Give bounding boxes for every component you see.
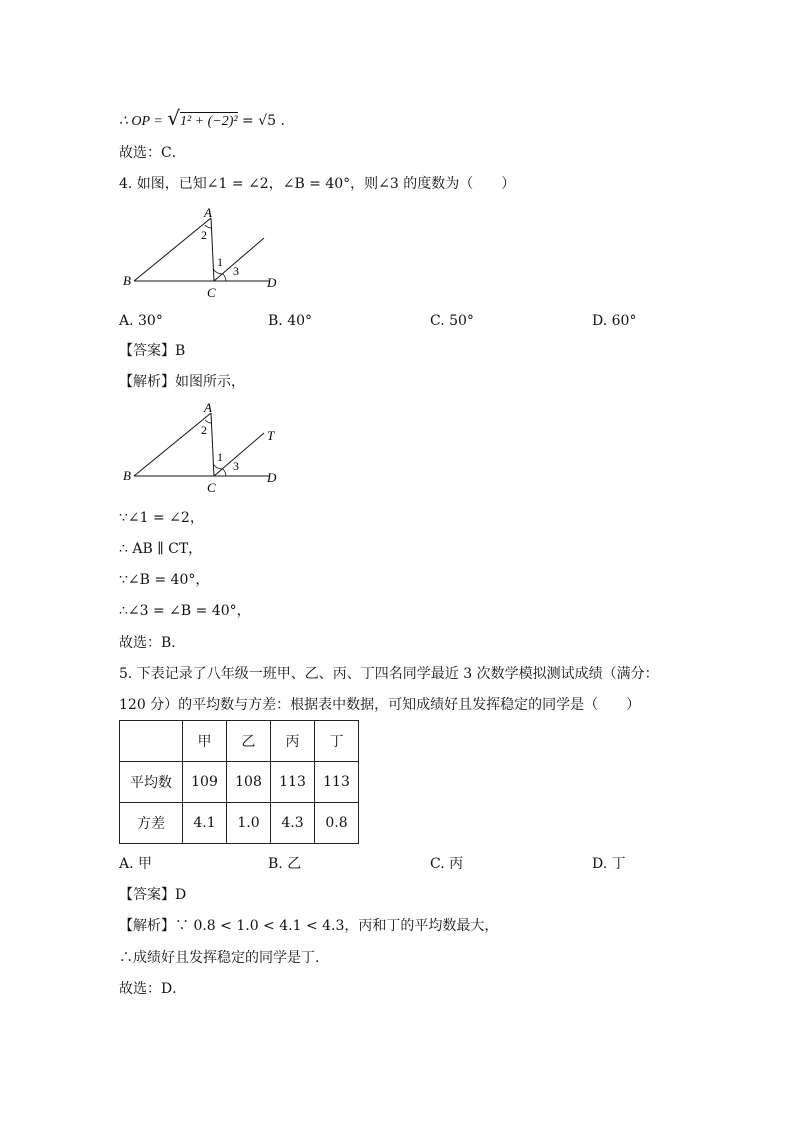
label-D: D [267, 275, 277, 290]
q5-final: 故选：D． [119, 981, 187, 997]
table-row [120, 721, 359, 762]
answer-q3: 故选：C． [119, 145, 186, 161]
label-3: 3 [233, 264, 239, 278]
q5-option-b: B. 乙 [268, 856, 302, 872]
q4-figure [119, 203, 299, 303]
q5-stem-line1: 5. 下表记录了八年级一班甲、乙、丙、丁四名同学最近 3 次数学模拟测试成绩（满分： [119, 666, 659, 682]
label-B: B [123, 273, 131, 288]
label-2: 2 [201, 423, 207, 437]
label-1: 1 [217, 450, 223, 464]
q4-option-d: D. 60° [592, 313, 637, 329]
table-row-label: 方差 [120, 803, 183, 844]
table-header-cell: 丙 [271, 721, 315, 762]
q4-analysis-figure [119, 398, 299, 498]
scores-table [119, 720, 359, 844]
table-header-cell: 甲 [183, 721, 227, 762]
table-row-label: 平均数 [120, 762, 183, 803]
q4-final: 故选：B． [119, 635, 186, 651]
label-A: A [204, 400, 212, 415]
table-cell: 4.1 [183, 803, 227, 844]
q5-stem-line2: 120 分）的平均数与方差：根据表中数据，可知成绩好且发挥稳定的同学是（ ） [119, 697, 641, 713]
label-T: T [267, 428, 275, 443]
formula-radicand: 1² + (−2)² [179, 114, 238, 129]
q4-step-3: ∵∠B = 40°， [119, 572, 210, 588]
table-row [120, 803, 359, 844]
q5-analysis: 【解析】∵ 0.8 < 1.0 < 4.1 < 4.3，丙和丁的平均数最大， [119, 918, 499, 934]
table-cell [120, 721, 183, 762]
q5-option-a: A. 甲 [119, 856, 153, 872]
label-D: D [267, 470, 277, 485]
q4-option-c: C. 50° [430, 313, 474, 329]
label-B: B [123, 468, 131, 483]
q5-option-c: C. 丙 [430, 856, 464, 872]
sqrt-sign: √ [167, 106, 180, 130]
q5-conclusion: ∴成绩好且发挥稳定的同学是丁. [119, 950, 320, 966]
q5-answer: 【答案】D [119, 887, 187, 903]
table-row [120, 762, 359, 803]
formula-equals: = [242, 113, 254, 129]
table-cell: 1.0 [227, 803, 271, 844]
table-cell: 113 [271, 762, 315, 803]
q4-stem: 4. 如图，已知∠1 = ∠2，∠B = 40°，则∠3 的度数为（ ） [119, 176, 516, 192]
label-2: 2 [201, 228, 207, 242]
q4-step-1: ∵∠1 = ∠2， [119, 510, 204, 526]
label-C: C [207, 480, 216, 495]
table-header-cell: 乙 [227, 721, 271, 762]
table-cell: 0.8 [315, 803, 359, 844]
table-cell: 109 [183, 762, 227, 803]
q4-answer: 【答案】B [119, 343, 186, 359]
formula-dot: . [280, 113, 285, 129]
label-1: 1 [217, 255, 223, 269]
formula-op [119, 108, 285, 132]
formula-result: √5 [258, 113, 277, 129]
q4-step-4: ∴∠3 = ∠B = 40°， [119, 603, 251, 619]
q5-option-d: D. 丁 [592, 856, 626, 872]
q4-step-2: ∴ AB ∥ CT， [119, 541, 203, 557]
table-cell: 108 [227, 762, 271, 803]
q4-analysis-intro: 【解析】如图所示， [119, 374, 245, 390]
label-A: A [204, 205, 212, 220]
table-cell: 113 [315, 762, 359, 803]
table-cell: 4.3 [271, 803, 315, 844]
formula-prefix: ∴ OP = [119, 114, 163, 129]
q4-option-a: A. 30° [119, 313, 163, 329]
table-header-cell: 丁 [315, 721, 359, 762]
label-3: 3 [233, 459, 239, 473]
label-C: C [207, 285, 216, 300]
q4-option-b: B. 40° [268, 313, 313, 329]
